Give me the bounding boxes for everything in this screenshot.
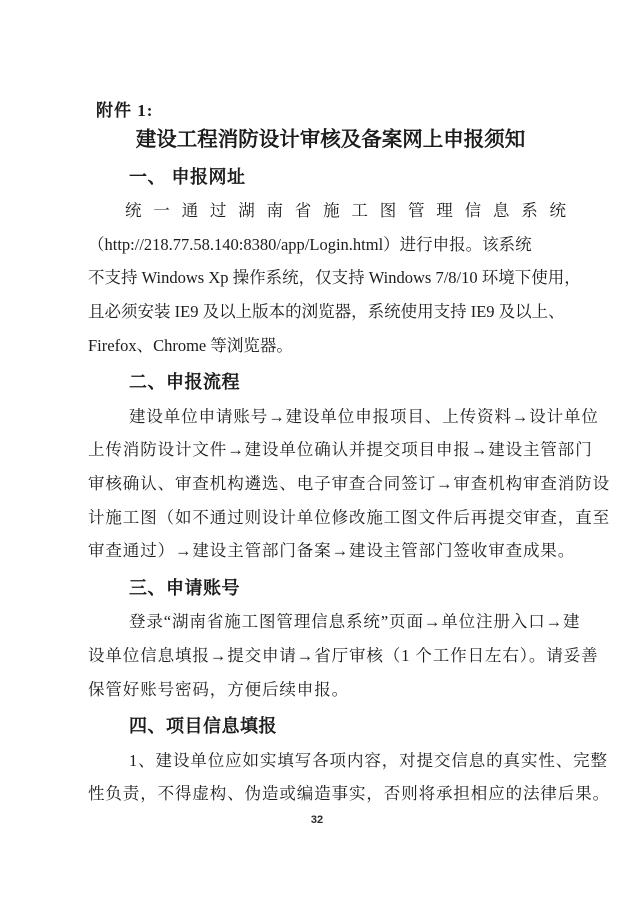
body-line-url: （http://218.77.58.140:8380/app/Login.html）进行申报。该系统 (88, 234, 532, 254)
body-line: Firefox、Chrome 等浏览器。 (88, 335, 293, 355)
section-account-request (88, 572, 599, 706)
body-line: 审核确认、审查机构遴选、电子审查合同签订→审查机构审查消防设 (88, 473, 610, 493)
document-content (88, 123, 610, 811)
body-line: 1、建设单位应如实填写各项内容，对提交信息的真实性、完整 (129, 750, 608, 770)
section-application-process (88, 366, 610, 568)
attachment-label: 附件 1: (96, 101, 154, 120)
body-line: 设单位信息填报→提交申请→省厅审核（1 个工作日左右）。请妥善 (88, 645, 599, 665)
document-title: 建设工程消防设计审核及备案网上申报须知 (135, 128, 526, 151)
page-number: 32 (310, 814, 324, 826)
body-line: 且必须安装 IE9 及以上版本的浏览器，系统使用支持 IE9 及以上、 (88, 301, 565, 321)
section-heading-application-process: 二、申报流程 (129, 372, 240, 393)
body-line: 性负责，不得虚构、伪造或编造事实，否则将承担相应的法律后果。 (88, 784, 610, 804)
body-line: 审查通过）→建设主管部门备案→建设主管部门签收审查成果。 (88, 541, 576, 561)
section-project-info (88, 710, 610, 811)
section-heading-account-request: 三、申请账号 (129, 577, 240, 598)
body-line: 计施工图（如不通过则设计单位修改施工图文件后再提交审查，直至 (88, 507, 610, 527)
body-line: 上传消防设计文件→建设单位确认并提交项目申报→建设主管部门 (88, 440, 593, 460)
body-line: 登录“湖南省施工图管理信息系统”页面→单位注册入口→建 (129, 612, 581, 632)
body-line: 不支持 Windows Xp 操作系统，仅支持 Windows 7/8/10 环境下使用， (88, 268, 581, 288)
body-line: 建设单位申请账号→建设单位申报项目、上传资料→设计单位 (129, 406, 599, 426)
section-application-url (88, 161, 581, 363)
section-heading-application-url: 一、 申报网址 (129, 166, 246, 187)
body-line: 保管好账号密码，方便后续申报。 (88, 679, 349, 699)
section-heading-project-info: 四、项目信息填报 (129, 716, 277, 737)
body-line: 统一通过湖南省施工图管理信息系统 (125, 201, 578, 221)
